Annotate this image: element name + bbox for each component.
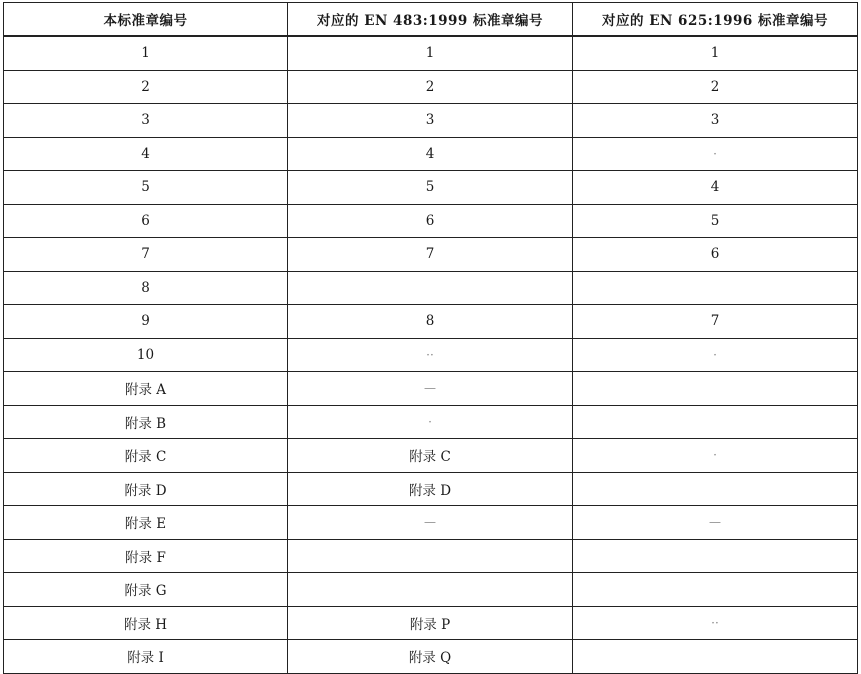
this-standard-cell: 6 bbox=[4, 204, 288, 238]
header-row bbox=[4, 3, 858, 37]
this-standard-cell: 附录 E bbox=[4, 506, 288, 540]
en483-cell: 附录 Q bbox=[288, 640, 573, 674]
header-en483: 对应的 EN 483:1999 标准章编号 bbox=[288, 3, 573, 37]
table-row bbox=[4, 539, 858, 573]
en483-cell: 1 bbox=[288, 36, 573, 70]
this-standard-cell: 附录 B bbox=[4, 405, 288, 439]
en625-cell: — bbox=[573, 506, 858, 540]
en483-cell: · bbox=[288, 405, 573, 439]
this-standard-cell: 1 bbox=[4, 36, 288, 70]
table-row bbox=[4, 104, 858, 138]
en483-cell: — bbox=[288, 506, 573, 540]
this-standard-cell: 5 bbox=[4, 171, 288, 205]
en483-cell: 5 bbox=[288, 171, 573, 205]
this-standard-cell: 附录 I bbox=[4, 640, 288, 674]
en625-cell bbox=[573, 271, 858, 305]
en625-cell: 2 bbox=[573, 70, 858, 104]
table-row bbox=[4, 36, 858, 70]
en625-cell bbox=[573, 539, 858, 573]
en625-cell bbox=[573, 472, 858, 506]
en625-cell: · bbox=[573, 137, 858, 171]
en625-cell: 5 bbox=[573, 204, 858, 238]
table-row bbox=[4, 405, 858, 439]
table-row bbox=[4, 137, 858, 171]
this-standard-cell: 3 bbox=[4, 104, 288, 138]
en483-cell: — bbox=[288, 372, 573, 406]
this-standard-cell: 附录 C bbox=[4, 439, 288, 473]
table-row bbox=[4, 70, 858, 104]
header-en625: 对应的 EN 625:1996 标准章编号 bbox=[573, 3, 858, 37]
en483-cell bbox=[288, 539, 573, 573]
chapter-correspondence-table bbox=[3, 2, 858, 674]
en625-cell: ·· bbox=[573, 606, 858, 640]
table-row bbox=[4, 573, 858, 607]
en483-cell: 4 bbox=[288, 137, 573, 171]
table-row bbox=[4, 439, 858, 473]
en625-cell: 4 bbox=[573, 171, 858, 205]
table-row bbox=[4, 171, 858, 205]
table-row bbox=[4, 506, 858, 540]
en483-cell: 附录 P bbox=[288, 606, 573, 640]
en625-cell: 3 bbox=[573, 104, 858, 138]
this-standard-cell: 附录 G bbox=[4, 573, 288, 607]
en483-cell: 2 bbox=[288, 70, 573, 104]
this-standard-cell: 附录 F bbox=[4, 539, 288, 573]
en483-cell: 3 bbox=[288, 104, 573, 138]
this-standard-cell: 7 bbox=[4, 238, 288, 272]
en483-cell: ·· bbox=[288, 338, 573, 372]
table-row bbox=[4, 606, 858, 640]
en483-cell bbox=[288, 271, 573, 305]
en625-cell: 6 bbox=[573, 238, 858, 272]
table-row bbox=[4, 238, 858, 272]
en625-cell: · bbox=[573, 338, 858, 372]
table-row bbox=[4, 338, 858, 372]
en483-cell: 6 bbox=[288, 204, 573, 238]
this-standard-cell: 附录 H bbox=[4, 606, 288, 640]
this-standard-cell: 10 bbox=[4, 338, 288, 372]
table-row bbox=[4, 305, 858, 339]
en625-cell bbox=[573, 640, 858, 674]
table-body bbox=[4, 36, 858, 673]
en625-cell: · bbox=[573, 439, 858, 473]
table-row bbox=[4, 372, 858, 406]
en625-cell bbox=[573, 573, 858, 607]
en483-cell: 附录 D bbox=[288, 472, 573, 506]
en625-cell bbox=[573, 405, 858, 439]
table-header bbox=[4, 3, 858, 37]
en483-cell: 7 bbox=[288, 238, 573, 272]
en625-cell bbox=[573, 372, 858, 406]
this-standard-cell: 9 bbox=[4, 305, 288, 339]
en483-cell: 附录 C bbox=[288, 439, 573, 473]
table-row bbox=[4, 271, 858, 305]
en625-cell: 7 bbox=[573, 305, 858, 339]
table-row bbox=[4, 204, 858, 238]
this-standard-cell: 8 bbox=[4, 271, 288, 305]
en483-cell bbox=[288, 573, 573, 607]
this-standard-cell: 2 bbox=[4, 70, 288, 104]
this-standard-cell: 4 bbox=[4, 137, 288, 171]
this-standard-cell: 附录 A bbox=[4, 372, 288, 406]
table-row bbox=[4, 472, 858, 506]
en625-cell: 1 bbox=[573, 36, 858, 70]
this-standard-cell: 附录 D bbox=[4, 472, 288, 506]
header-this-standard: 本标准章编号 bbox=[4, 3, 288, 37]
en483-cell: 8 bbox=[288, 305, 573, 339]
chapter-correspondence-table-container bbox=[3, 2, 857, 674]
table-row bbox=[4, 640, 858, 674]
